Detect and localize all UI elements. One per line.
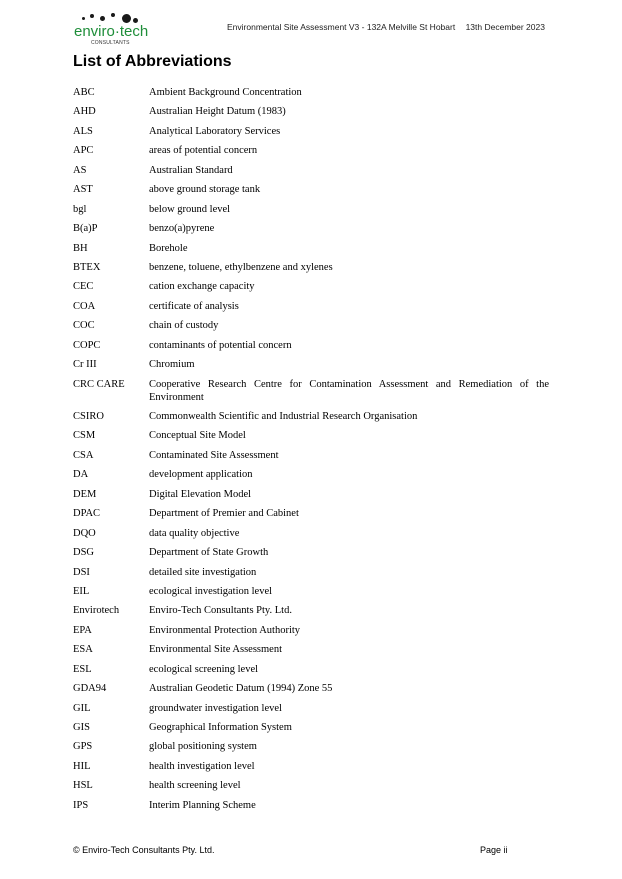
abbreviation-row bbox=[73, 358, 549, 371]
abbreviation-row bbox=[73, 721, 549, 734]
abbreviation-definition: above ground storage tank bbox=[149, 184, 261, 196]
abbreviation-row bbox=[73, 799, 549, 812]
footer-copyright: © Enviro-Tech Consultants Pty. Ltd. bbox=[73, 845, 215, 855]
abbreviation-definition: Environmental Site Assessment bbox=[149, 644, 282, 656]
abbreviation-term: HSL bbox=[73, 780, 93, 792]
abbreviation-term: BH bbox=[73, 242, 88, 254]
abbreviation-term: GIL bbox=[73, 702, 91, 714]
document-title: Environmental Site Assessment V3 - 132A Melville St Hobart bbox=[227, 22, 456, 32]
abbreviation-term: B(a)P bbox=[73, 223, 98, 235]
abbreviation-term: CEC bbox=[73, 281, 94, 293]
abbreviation-term: HIL bbox=[73, 760, 91, 772]
abbreviation-row bbox=[73, 702, 549, 715]
abbreviation-row bbox=[73, 203, 549, 216]
abbreviation-definition: Ambient Background Concentration bbox=[149, 87, 302, 98]
abbreviation-row bbox=[73, 429, 549, 442]
abbreviation-definition: Commonwealth Scientific and Industrial Research Organisation bbox=[149, 411, 418, 422]
abbreviation-definition: ecological investigation level bbox=[149, 585, 273, 597]
abbreviation-definition: Australian Height Datum (1983) bbox=[149, 106, 286, 118]
abbreviation-row bbox=[73, 740, 549, 753]
abbreviation-definition: data quality objective bbox=[149, 527, 240, 539]
abbreviation-definition: Department of Premier and Cabinet bbox=[149, 508, 299, 520]
abbreviation-row bbox=[73, 468, 549, 481]
abbreviation-term: Envirotech bbox=[73, 605, 120, 617]
abbreviation-term: DQO bbox=[73, 527, 96, 539]
abbreviation-definition: benzo(a)pyrene bbox=[149, 223, 215, 235]
abbreviation-row bbox=[73, 624, 549, 637]
abbreviation-definition: Australian Standard bbox=[149, 164, 233, 176]
abbreviation-row bbox=[73, 760, 549, 773]
abbreviation-definition: below ground level bbox=[149, 203, 231, 215]
abbreviation-term: COA bbox=[73, 300, 96, 312]
abbreviation-term: DSG bbox=[73, 547, 95, 559]
logo-subtext: CONSULTANTS bbox=[91, 40, 130, 46]
abbreviation-term: ESA bbox=[73, 644, 93, 656]
abbreviation-definition: Geographical Information System bbox=[149, 722, 292, 733]
abbreviation-definition: Chromium bbox=[149, 359, 195, 371]
abbreviation-term: AHD bbox=[73, 106, 96, 118]
abbreviation-row bbox=[73, 378, 549, 404]
abbreviation-term: bgl bbox=[73, 203, 87, 215]
abbreviation-row bbox=[73, 144, 549, 157]
abbreviation-row bbox=[73, 682, 549, 695]
abbreviation-definition: certificate of analysis bbox=[149, 300, 239, 312]
page-title: List of Abbreviations bbox=[73, 53, 232, 70]
abbreviation-term: GDA94 bbox=[73, 683, 107, 695]
abbreviation-row bbox=[73, 105, 549, 118]
abbreviation-term: ALS bbox=[73, 125, 93, 137]
abbreviation-term: CRC CARE bbox=[73, 378, 125, 390]
abbreviation-row bbox=[73, 546, 549, 559]
abbreviation-term: AS bbox=[73, 164, 87, 176]
abbreviation-definition: health investigation level bbox=[149, 760, 255, 772]
abbreviation-term: GPS bbox=[73, 741, 93, 753]
abbreviation-definition: Environmental Protection Authority bbox=[149, 624, 301, 636]
abbreviation-definition: Cooperative Research Centre for Contamination Assessment and Remediation of the Environment bbox=[149, 378, 549, 403]
abbreviation-term: ESL bbox=[73, 663, 92, 675]
abbreviation-term: ABC bbox=[73, 87, 95, 98]
abbreviation-definition: Analytical Laboratory Services bbox=[149, 125, 281, 137]
abbreviation-definition: chain of custody bbox=[149, 320, 219, 332]
running-header bbox=[227, 22, 545, 32]
abbreviation-row bbox=[73, 449, 549, 462]
abbreviation-row bbox=[73, 585, 549, 598]
abbreviation-term: CSM bbox=[73, 430, 96, 442]
company-logo bbox=[74, 13, 149, 47]
abbreviation-row bbox=[73, 242, 549, 255]
abbreviation-definition: Enviro-Tech Consultants Pty. Ltd. bbox=[149, 605, 292, 617]
abbreviation-term: DA bbox=[73, 469, 89, 481]
abbreviation-term: DSI bbox=[73, 566, 90, 578]
abbreviation-row bbox=[73, 319, 549, 332]
abbreviation-definition: health screening level bbox=[149, 780, 241, 792]
abbreviation-definition: areas of potential concern bbox=[149, 145, 258, 157]
abbreviation-list bbox=[73, 86, 549, 818]
abbreviation-term: DPAC bbox=[73, 508, 101, 520]
abbreviation-row bbox=[73, 527, 549, 540]
abbreviation-row bbox=[73, 125, 549, 138]
abbreviation-definition: Conceptual Site Model bbox=[149, 430, 246, 442]
abbreviation-definition: benzene, toluene, ethylbenzene and xylenes bbox=[149, 261, 333, 273]
abbreviation-row bbox=[73, 300, 549, 313]
logo-wordmark: enviro·tech bbox=[74, 23, 149, 40]
abbreviation-row bbox=[73, 488, 549, 501]
abbreviation-definition: Department of State Growth bbox=[149, 547, 269, 559]
abbreviation-row bbox=[73, 604, 549, 617]
abbreviation-row bbox=[73, 643, 549, 656]
abbreviation-definition: development application bbox=[149, 469, 253, 481]
abbreviation-term: COPC bbox=[73, 339, 101, 351]
abbreviation-definition: groundwater investigation level bbox=[149, 702, 282, 714]
abbreviation-term: DEM bbox=[73, 488, 97, 500]
abbreviation-term: Cr III bbox=[73, 359, 97, 371]
abbreviation-row bbox=[73, 779, 549, 792]
abbreviation-row bbox=[73, 566, 549, 579]
abbreviation-definition: contaminants of potential concern bbox=[149, 339, 292, 351]
abbreviation-term: EPA bbox=[73, 624, 92, 636]
abbreviation-term: IPS bbox=[73, 799, 89, 811]
abbreviation-definition: Borehole bbox=[149, 242, 188, 254]
abbreviation-definition: Interim Planning Scheme bbox=[149, 799, 256, 811]
abbreviation-term: APC bbox=[73, 145, 94, 157]
abbreviation-term: COC bbox=[73, 320, 95, 332]
abbreviation-row bbox=[73, 507, 549, 520]
abbreviation-row bbox=[73, 183, 549, 196]
abbreviation-row bbox=[73, 339, 549, 352]
abbreviation-row bbox=[73, 280, 549, 293]
abbreviation-term: GIS bbox=[73, 722, 90, 733]
abbreviation-row bbox=[73, 261, 549, 274]
abbreviation-term: CSIRO bbox=[73, 411, 104, 422]
abbreviation-definition: Australian Geodetic Datum (1994) Zone 55 bbox=[149, 683, 333, 695]
abbreviation-term: AST bbox=[73, 184, 93, 196]
abbreviation-definition: global positioning system bbox=[149, 741, 257, 753]
document-date: 13th December 2023 bbox=[465, 22, 545, 32]
abbreviation-definition: cation exchange capacity bbox=[149, 281, 255, 293]
abbreviation-term: EIL bbox=[73, 585, 90, 597]
abbreviation-row bbox=[73, 410, 549, 423]
abbreviation-row bbox=[73, 222, 549, 235]
footer-page-number: Page ii bbox=[480, 845, 508, 855]
abbreviation-row bbox=[73, 86, 549, 99]
abbreviation-row bbox=[73, 164, 549, 177]
abbreviation-definition: detailed site investigation bbox=[149, 566, 257, 578]
abbreviation-definition: ecological screening level bbox=[149, 663, 259, 675]
abbreviation-term: CSA bbox=[73, 449, 94, 461]
abbreviation-row bbox=[73, 663, 549, 676]
abbreviation-definition: Digital Elevation Model bbox=[149, 488, 252, 500]
abbreviation-term: BTEX bbox=[73, 261, 101, 273]
abbreviation-definition: Contaminated Site Assessment bbox=[149, 449, 279, 461]
